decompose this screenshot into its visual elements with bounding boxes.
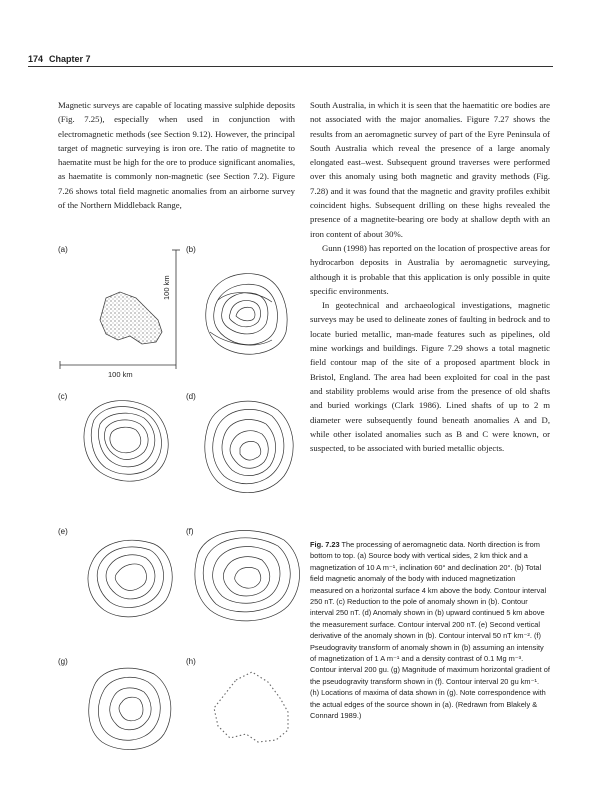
panel-label-d: (d) bbox=[186, 392, 196, 401]
left-column bbox=[58, 98, 295, 212]
panel-b-contours bbox=[206, 274, 287, 355]
scale-label-horizontal: 100 km bbox=[108, 370, 133, 379]
panel-g-contours bbox=[89, 668, 171, 749]
panel-h-maxima bbox=[214, 672, 288, 742]
page-number: 174 bbox=[28, 54, 44, 64]
panel-c-contours bbox=[84, 401, 168, 482]
panel-label-e: (e) bbox=[58, 527, 68, 536]
right-paragraph-3: In geotechnical and archaeological investigations, magnetic surveys may be used to delineate zones of faulting in bedrock and to locate buried metallic, man-made features such as pipelines, old mine workings and buildings. Figure 7.29 shows a total magnetic field contour map of the site of a proposed apartment block in Bristol, England. The area had been exploited for coal in the past and stability problems would arise from the presence of old shafts and buried workings (Clark 1986). Lined shafts of up to 2 m diameter were subsequently found beneath anomalies A and D, while other isolated anomalies such as B and C were known, or suspected, to be associated with buried metallic objects. bbox=[310, 300, 550, 454]
panel-label-g: (g) bbox=[58, 657, 68, 666]
left-paragraph-1: Magnetic surveys are capable of locating massive sulphide deposits (Fig. 7.25), especially when used in conjunction with electromagnetic methods (see Section 9.12). However, the principal target of magnetic surveying is iron ore. The ratio of magnetite to haematite must be high for the ore to produce significant anomalies, as haematite is commonly non-magnetic (see Section 7.2). Figure 7.26 shows total field magnetic anomalies from an airborne survey of the Northern Middleback Range, bbox=[58, 100, 295, 211]
panel-label-h: (h) bbox=[186, 657, 196, 666]
panel-label-a: (a) bbox=[58, 245, 68, 254]
caption-text: The processing of aeromagnetic data. North direction is from bottom to top. (a) Source body with vertical sides, 2 km thick and a magnetization of 10 A m⁻¹, inclination 60° and declination 20°. (b) Total field magnetic anomaly of the body with induced magnetization measured on a horizontal surface 4 km above the body. Contour interval 250 nT. (c) Reduction to the pole of anomaly shown in (b). Contour interval 250 nT. (d) Anomaly shown in (b) upward continued 5 km above the measurement surface. Contour interval 200 nT. (e) Second vertical derivative of the anomaly shown in (b). Contour interval 50 nT km⁻². (f) Pseudogravity transform of anomaly shown in (b) assuming an intensity of magnetization of 1 A m⁻¹ and a density contrast of 0.1 Mg m⁻³. Contour interval 200 gu. (g) Magnitude of maximum horizontal gradient of the pseudogravity transform shown in (f). Contour interval 20 gu km⁻¹. (h) Locations of maxima of data shown in (g). Note correspondence with the actual edges of the source shown in (a). (Redrawn from Blakely & Connard 1989.) bbox=[310, 540, 550, 721]
panel-d-contours bbox=[205, 401, 293, 492]
right-paragraph-1: South Australia, in which it is seen that the haematitic ore bodies are not associated with the major anomalies. Figure 7.27 shows the results from an aeromagnetic survey of part of the Eyre Peninsula of South Australia which reveal the presence of a large anomaly elongated east–west. Subsequent ground traverses were performed over this anomaly using both magnetic and gravity methods (Fig. 7.28) and it was found that the magnetic and gravity profiles exhibit coincident highs. Subsequent drilling on these highs revealed the presence of a magnetite-bearing ore body at shallow depth with an iron content of about 30%. bbox=[310, 100, 550, 239]
scale-label-vertical: 100 km bbox=[162, 275, 171, 300]
page-header bbox=[28, 54, 91, 64]
chapter-title: Chapter 7 bbox=[49, 54, 91, 64]
figure-caption bbox=[310, 539, 550, 722]
panel-label-f: (f) bbox=[186, 527, 194, 536]
panel-label-b: (b) bbox=[186, 245, 196, 254]
panel-label-c: (c) bbox=[58, 392, 68, 401]
panel-e-contours bbox=[88, 540, 172, 617]
right-column bbox=[310, 98, 550, 455]
caption-label: Fig. 7.23 bbox=[310, 540, 340, 549]
panel-f-contours bbox=[195, 531, 300, 621]
figure-7-23 bbox=[58, 240, 308, 760]
header-rule bbox=[28, 66, 553, 67]
right-paragraph-2: Gunn (1998) has reported on the location of prospective areas for hydrocarbon deposits in Australia by aeromagnetic surveying, although it is probable that this application is only possible in quite specific environments. bbox=[310, 242, 550, 296]
panel-a-source-body bbox=[100, 292, 162, 344]
